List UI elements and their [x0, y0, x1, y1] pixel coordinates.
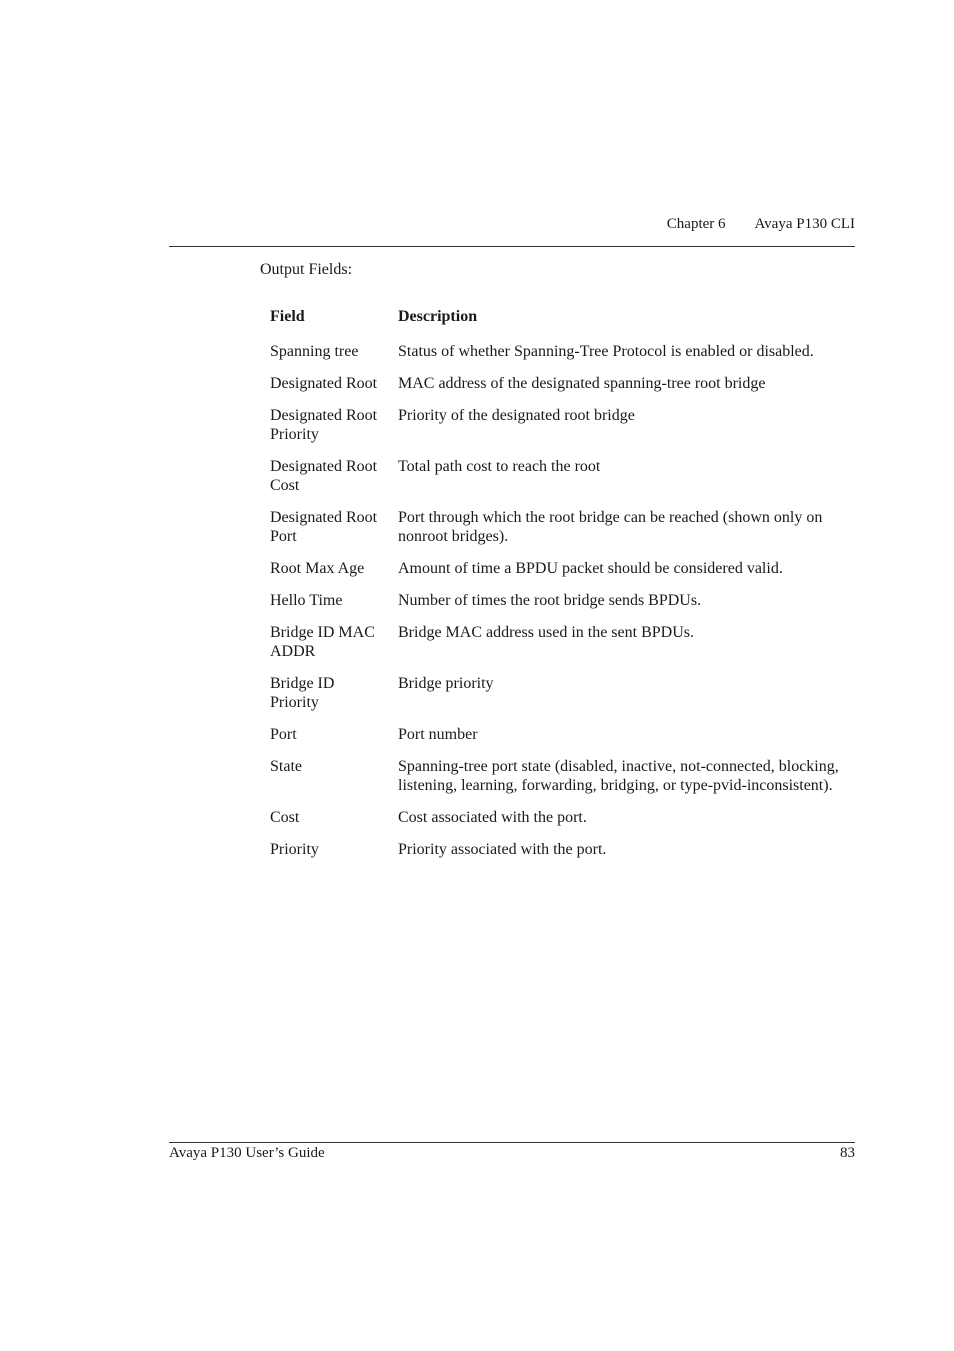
- page-number: 83: [840, 1145, 855, 1161]
- field-description-cell: Amount of time a BPDU packet should be considered valid.: [398, 560, 783, 577]
- field-name-cell: Bridge ID Priority: [270, 675, 335, 711]
- field-description-cell: Port through which the root bridge can be reached (shown only on nonroot bridges).: [398, 509, 823, 545]
- field-description-cell: Number of times the root bridge sends BPDUs.: [398, 592, 702, 609]
- table-row: [262, 553, 854, 585]
- field-description-cell: MAC address of the designated spanning-tree root bridge: [398, 375, 766, 392]
- field-name-cell: Designated Root Port: [270, 509, 378, 545]
- field-name-cell: Cost: [270, 809, 300, 826]
- field-name-cell: Root Max Age: [270, 560, 365, 577]
- table-header-row: [262, 301, 854, 336]
- table-row: [262, 336, 854, 368]
- field-description-cell: Port number: [398, 726, 478, 743]
- footer-rule: [169, 1142, 855, 1143]
- table-row: [262, 368, 854, 400]
- intro-text: Output Fields:: [260, 261, 353, 278]
- table-row: [262, 834, 854, 866]
- chapter-label: Chapter 6: [666, 216, 726, 232]
- field-description-cell: Priority associated with the port.: [398, 841, 607, 858]
- field-description-cell: Spanning-tree port state (disabled, inactive, not-connected, blocking, listening, learning, forwarding, bridging, or type-pvid-inconsistent).: [398, 758, 839, 794]
- header-rule: [169, 246, 855, 247]
- field-name-cell: Designated Root Priority: [270, 407, 378, 443]
- table-row: [262, 668, 854, 719]
- field-name-cell: Hello Time: [270, 592, 343, 609]
- field-name-cell: State: [270, 758, 302, 775]
- field-name-cell: Priority: [270, 841, 319, 858]
- running-header: [667, 216, 855, 233]
- table-row: [262, 585, 854, 617]
- field-description-cell: Bridge MAC address used in the sent BPDUs.: [398, 624, 694, 641]
- table-row: [262, 802, 854, 834]
- chapter-title: Avaya P130 CLI: [754, 216, 855, 232]
- field-name-cell: Spanning tree: [270, 343, 359, 360]
- field-description-cell: Bridge priority: [398, 675, 494, 692]
- column-header-field: Field: [270, 308, 305, 325]
- table-row: [262, 751, 854, 802]
- field-description-cell: Status of whether Spanning-Tree Protocol is enabled or disabled.: [398, 343, 814, 360]
- output-fields-table: [262, 301, 854, 866]
- field-description-cell: Total path cost to reach the root: [398, 458, 601, 475]
- field-description-cell: Cost associated with the port.: [398, 809, 587, 826]
- footer-guide-title: Avaya P130 User’s Guide: [169, 1145, 325, 1161]
- field-description-cell: Priority of the designated root bridge: [398, 407, 635, 424]
- table-row: [262, 617, 854, 668]
- field-name-cell: Port: [270, 726, 297, 743]
- table-row: [262, 451, 854, 502]
- field-name-cell: Designated Root: [270, 375, 378, 392]
- field-name-cell: Designated Root Cost: [270, 458, 378, 494]
- table-row: [262, 502, 854, 553]
- table-row: [262, 719, 854, 751]
- field-name-cell: Bridge ID MAC ADDR: [270, 624, 375, 660]
- table-body: [262, 336, 854, 866]
- column-header-description: Description: [398, 308, 478, 325]
- table-row: [262, 400, 854, 451]
